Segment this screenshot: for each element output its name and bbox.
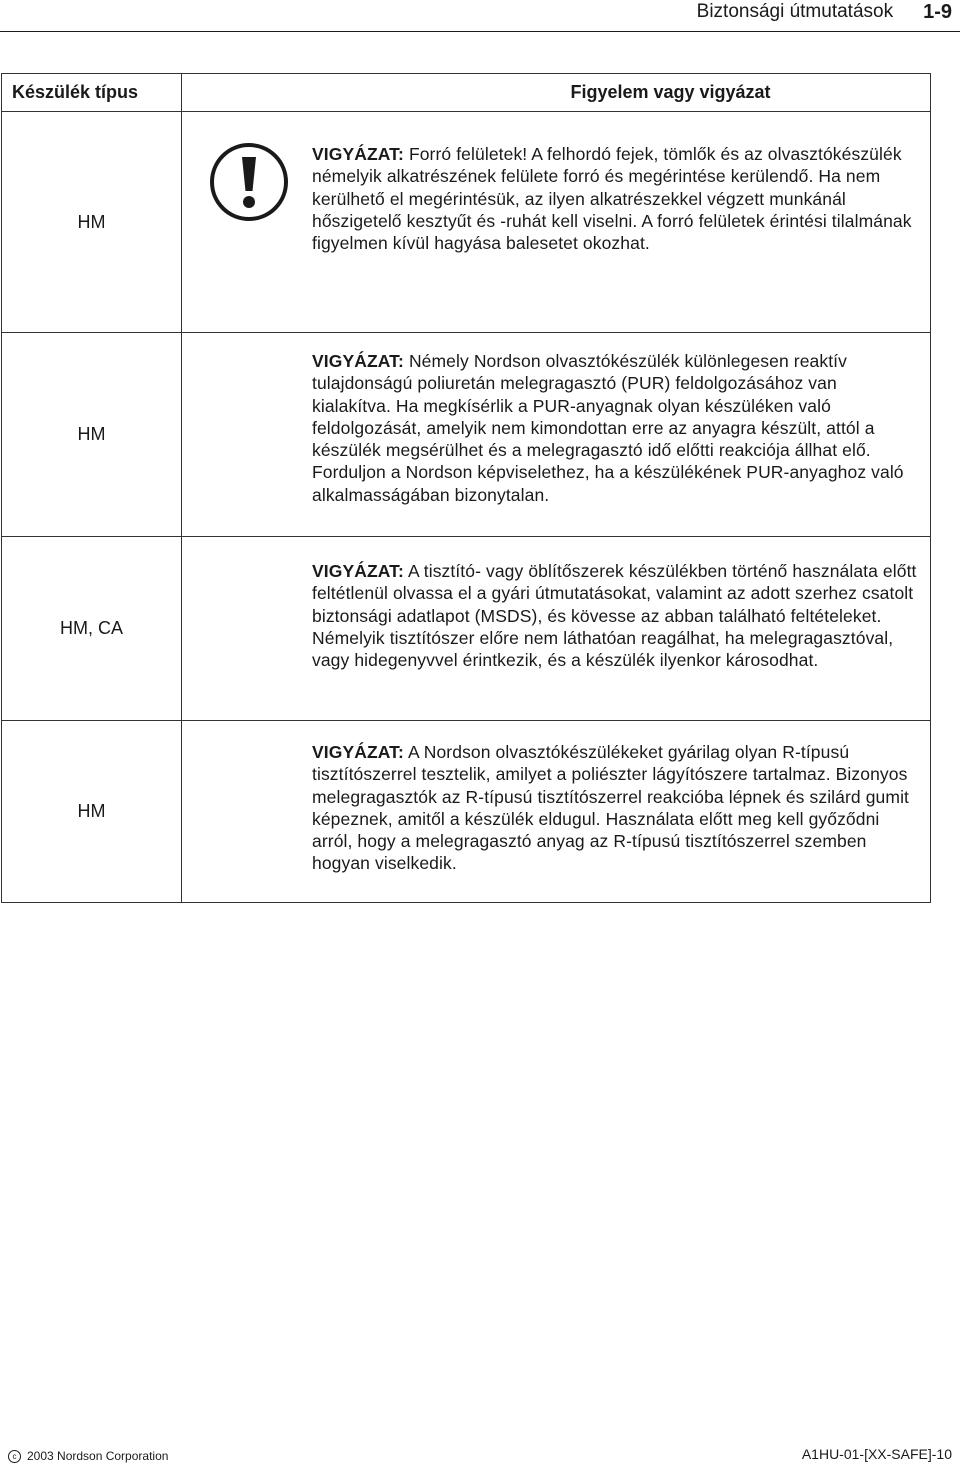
warning-label: VIGYÁZAT: [312,351,404,371]
warning-text [312,350,920,506]
warning-text [312,560,920,671]
table-row [2,333,931,537]
header-divider [0,31,960,32]
warning-text [312,143,920,254]
warning-label: VIGYÁZAT: [312,561,404,581]
warning-body: Forró felületek! A felhordó fejek, tömlők és az olvasztókészülék némelyik alkatrészének felülete forró és megérintése kerülendő. Ha nem kerülhető el megérintésük, az ilyen alkatrészekkel végzett munkánál hőszigetelő kesztyűt és ‑ruhát kell viselni. A forró felületek érintési tilalmának figyelmen kívül hagyása balesetet okozhat. [312,144,912,254]
device-type-cell: HM [2,112,182,333]
page-header [697,0,952,24]
table-row [2,721,931,903]
column-header-warning: Figyelem vagy vigyázat [182,74,931,112]
page-number: 1-9 [923,0,952,23]
warning-cell [182,721,931,903]
device-type-cell: HM, CA [2,537,182,721]
copyright-text: 2003 Nordson Corporation [27,1449,169,1463]
table-row [2,537,931,721]
document-code: A1HU‑01‑[XX‑SAFE]‑10 [801,1446,952,1462]
safety-warnings-table [1,73,931,903]
footer-copyright [8,1449,168,1463]
warning-body: A Nordson olvasztókészülékeket gyárilag olyan R‑típusú tisztítószerrel tesztelik, amilyet a poliészter lágyítószere tartalmaz. Bizonyos melegragasztók az R‑típusú tisztítószerrel reakcióba lépnek és szilárd gumit képeznek, amitől a készülék eldugul. Használata előtt meg kell győződni arról, hogy a melegragasztó anyag az R‑típusú tisztítószerrel szemben hogyan viselkedik. [312,742,910,874]
device-type-cell: HM [2,333,182,537]
warning-label: VIGYÁZAT: [312,742,404,762]
warning-body: A tisztító‑ vagy öblítőszerek készülékben történő használata előtt feltétlenül olvassa el a gyári útmutatásokat, valamint az adott szerhez csatolt biztonsági adatlapot (MSDS), és kövesse az abban található feltételeket. Némelyik tisztítószer előre nem láthatóan reagálhat, ha melegragasztóval, vagy hidegenyvvel érintkezik, és a készülék ilyenkor károsodhat. [312,561,917,671]
table-header-row [2,74,931,112]
section-title: Biztonsági útmutatások [696,1,894,22]
warning-text [312,741,920,875]
warning-cell [182,537,931,721]
warning-body: Némely Nordson olvasztókészülék különlegesen reaktív tulajdonságú poliuretán melegragasztó (PUR) feldolgozásához van kialakítva. Ha megkísérlik a PUR‑anyagnak olyan készüléken való feldolgozását, amelyik nem kimondottan erre az anyagra készült, attól a készülék megsérülhet és a melegragasztó idő előtti reakciója állhat elő. Forduljon a Nordson képviselethez, ha a készülékének PUR‑anyaghoz való alkalmasságában bizonytalan. [312,351,904,505]
copyright-icon: c [8,1450,21,1463]
warning-cell [182,333,931,537]
warning-exclamation-icon [204,137,294,227]
warning-label: VIGYÁZAT: [312,144,404,164]
device-type-cell: HM [2,721,182,903]
column-header-device-type: Készülék típus [2,74,182,112]
table-row [2,112,931,333]
warning-cell [182,112,931,333]
